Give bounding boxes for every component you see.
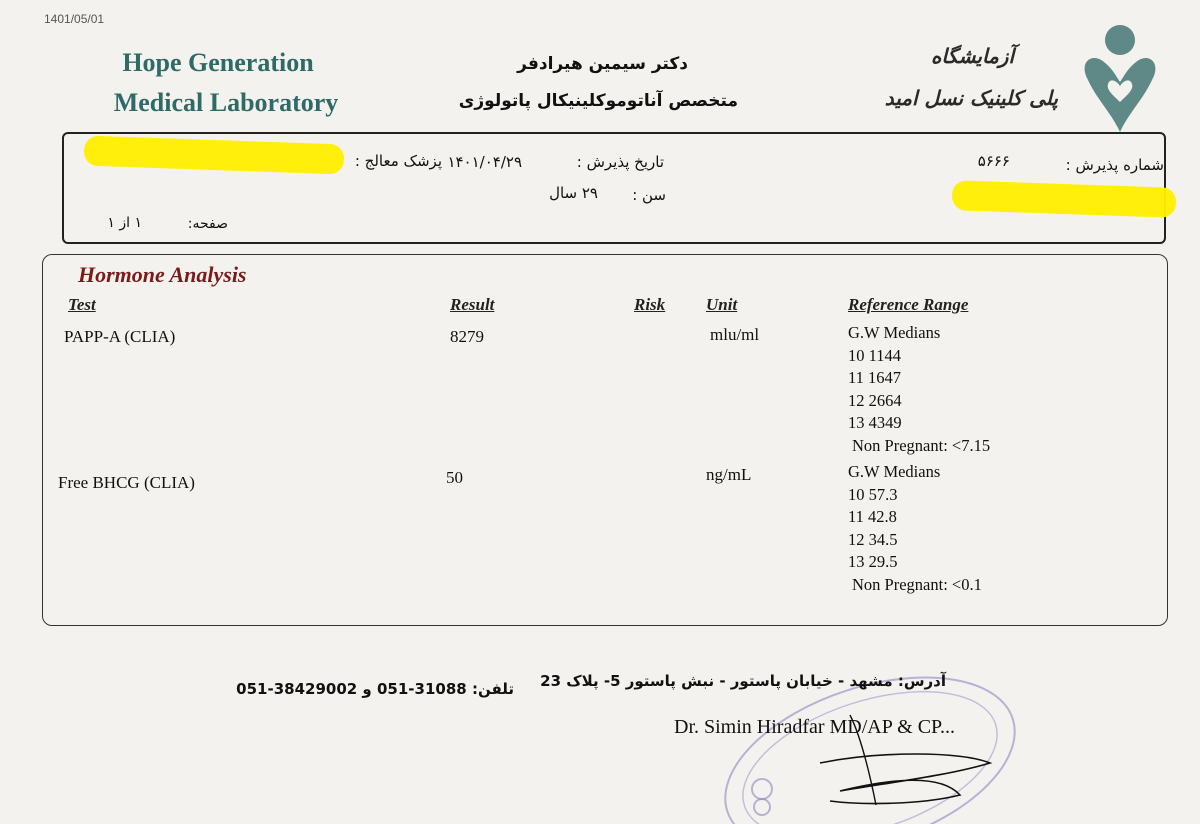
- reference-line: Non Pregnant: <7.15: [852, 435, 991, 455]
- column-header-test: Test: [68, 295, 96, 314]
- lab-name-en-line1: Hope Generation: [122, 48, 314, 77]
- test-result: 8279: [450, 327, 484, 346]
- footer-address: آدرس: مشهد - خیابان پاستور - نبش پاستور 5- پلاک 23: [540, 672, 946, 690]
- reference-line: 13 4349: [848, 413, 902, 433]
- lab-name-fa-line2: پلی کلینیک نسل امید: [884, 86, 1058, 110]
- reference-line: 10 1144: [848, 345, 902, 365]
- reception-number-label: شماره پذیرش :: [1065, 156, 1164, 174]
- lab-name-en-line2: Medical Laboratory: [113, 88, 339, 117]
- reception-date-label: تاریخ پذیرش :: [576, 153, 664, 171]
- reference-line: 12 2664: [848, 390, 902, 410]
- reference-line: 11 1647: [848, 368, 902, 388]
- column-header-result: Result: [450, 295, 495, 314]
- doctor-title-fa: متخصص آناتوموکلینیکال پاتولوژی: [458, 91, 738, 111]
- doctor-name-fa: دکتر سیمین هیرادفر: [517, 54, 688, 74]
- age-value: ۲۹ سال: [549, 184, 598, 202]
- referring-doctor-label: پزشک معالج :: [354, 152, 442, 170]
- test-result: 50: [446, 468, 463, 487]
- results-box: [42, 254, 1168, 626]
- print-date: 1401/05/01: [44, 12, 105, 26]
- column-header-unit: Unit: [706, 295, 738, 314]
- page-value: ۱ از ۱: [107, 215, 142, 231]
- reference-range: [848, 322, 990, 458]
- reference-line: G.W Medians: [848, 462, 941, 481]
- reference-line: 12 34.5: [848, 529, 898, 549]
- reference-line: Non Pregnant: <0.1: [852, 574, 982, 594]
- footer-phone: تلفن: 31088-051 و 38429002-051: [236, 680, 514, 698]
- age-label: سن :: [632, 186, 666, 204]
- reference-line: G.W Medians: [848, 323, 941, 342]
- column-header-reference: Reference Range: [848, 295, 969, 314]
- lab-name-fa-line1: آزمایشگاه: [930, 44, 1014, 68]
- section-title: Hormone Analysis: [78, 262, 247, 287]
- reference-line: 11 42.8: [848, 507, 897, 527]
- page-label: صفحه:: [187, 216, 228, 232]
- reception-number-value: ۵۶۶۶: [977, 152, 1010, 170]
- reference-line: 10 57.3: [848, 484, 898, 504]
- test-unit: ng/mL: [706, 465, 752, 484]
- column-header-risk: Risk: [634, 295, 666, 314]
- test-name: Free BHCG (CLIA): [58, 473, 195, 492]
- test-name: PAPP-A (CLIA): [64, 327, 176, 346]
- lab-logo-icon: [1078, 22, 1162, 138]
- reference-range: [848, 461, 982, 597]
- reference-line: 13 29.5: [848, 552, 898, 572]
- test-unit: mlu/ml: [710, 325, 760, 344]
- reception-date-value: ۱۴۰۱/۰۴/۲۹: [447, 153, 522, 171]
- doctor-signature-line: Dr. Simin Hiradfar MD/AP & CP...: [674, 716, 955, 738]
